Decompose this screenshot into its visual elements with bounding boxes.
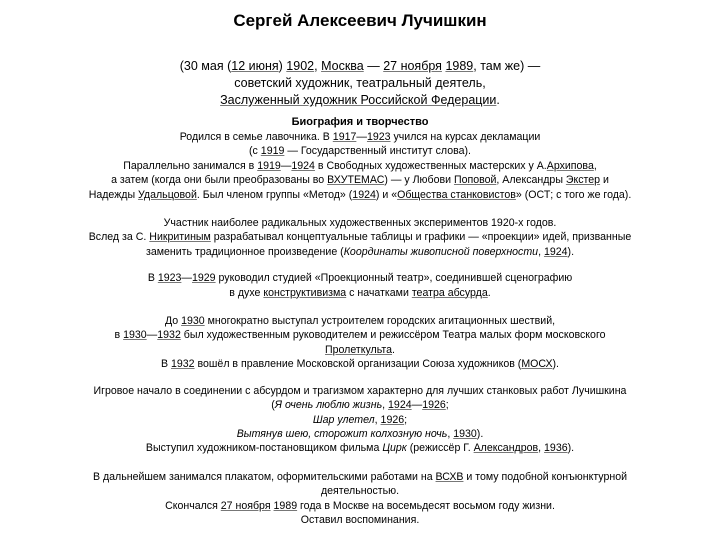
link-year-1919[interactable]: 1919 bbox=[257, 159, 281, 172]
text: » (ОСТ; с того же года). bbox=[515, 188, 632, 201]
text-line bbox=[15, 328, 705, 342]
text: (с bbox=[249, 145, 261, 158]
text-line bbox=[15, 173, 705, 187]
text: . bbox=[496, 93, 500, 107]
text-line bbox=[15, 470, 705, 484]
text-line bbox=[15, 441, 705, 455]
text: ; bbox=[404, 413, 408, 426]
text: , там же) — bbox=[473, 59, 541, 73]
link-aleksandrov[interactable]: Александров bbox=[473, 442, 539, 455]
link-year-1917[interactable]: 1917 bbox=[332, 131, 357, 143]
text: ) bbox=[278, 59, 287, 73]
link-year-1930[interactable]: 1930 bbox=[123, 329, 147, 342]
link-exter[interactable]: Экстер bbox=[565, 174, 601, 187]
link-udaltsova[interactable]: Удальцовой bbox=[138, 188, 197, 201]
text: В дальнейшем занимался плакатом, оформительскими работами на bbox=[92, 470, 436, 483]
link-year-1902[interactable]: 1902 bbox=[286, 59, 315, 73]
paragraph-works bbox=[15, 384, 705, 456]
section-heading: Биография и творчество bbox=[291, 116, 429, 128]
text: В bbox=[160, 358, 171, 371]
link-date-june-12[interactable]: 12 июня bbox=[231, 59, 279, 73]
paragraph-later-life bbox=[15, 470, 705, 528]
text-line bbox=[15, 343, 705, 357]
text: в bbox=[114, 329, 124, 342]
text: в Свободных художественных мастерских у А. bbox=[314, 159, 547, 172]
text: вошёл в правление Московской организации Союза художников ( bbox=[194, 358, 522, 371]
link-popova[interactable]: Поповой bbox=[453, 174, 497, 187]
text: — bbox=[181, 272, 192, 285]
link-ost[interactable]: Общества станковистов bbox=[397, 188, 516, 201]
lead-line-1 bbox=[60, 58, 660, 75]
link-nikritin[interactable]: Никритиным bbox=[149, 231, 211, 244]
text: — bbox=[363, 59, 384, 73]
link-year-1930[interactable]: 1930 bbox=[181, 315, 205, 328]
text-line bbox=[15, 427, 705, 441]
text: , bbox=[374, 413, 381, 426]
text: , Александры bbox=[496, 174, 566, 187]
text: ) и « bbox=[375, 188, 398, 201]
text: ; bbox=[445, 399, 449, 412]
text-line bbox=[15, 130, 705, 144]
link-moscow[interactable]: Москва bbox=[321, 59, 364, 73]
link-year-1932[interactable]: 1932 bbox=[171, 358, 195, 371]
text-line bbox=[15, 398, 705, 412]
link-year-1923[interactable]: 1923 bbox=[366, 131, 391, 143]
text-line bbox=[15, 499, 705, 513]
text-line bbox=[15, 413, 705, 427]
text: а затем (когда они были преобразованы во bbox=[111, 174, 328, 187]
text: , bbox=[538, 245, 544, 258]
text: ) — у Любови bbox=[384, 174, 454, 187]
link-year-1936[interactable]: 1936 bbox=[544, 442, 568, 455]
text: Вслед за С. bbox=[88, 231, 150, 244]
artwork-title: Шар улетел bbox=[312, 413, 375, 426]
text-line bbox=[15, 159, 705, 173]
text: ). bbox=[567, 245, 575, 258]
link-year-1926[interactable]: 1926 bbox=[380, 413, 405, 426]
link-year-1929[interactable]: 1929 bbox=[192, 272, 216, 285]
text-line bbox=[15, 271, 705, 285]
text: — bbox=[411, 399, 423, 412]
text-line bbox=[15, 144, 705, 158]
link-mosh[interactable]: МОСХ bbox=[521, 358, 553, 371]
page-title: Сергей Алексеевич Лучишкин bbox=[233, 11, 487, 30]
text: Выступил художником-постановщиком фильма bbox=[145, 442, 383, 455]
paragraph-proletkult bbox=[15, 314, 705, 372]
text: В bbox=[147, 272, 158, 285]
text-line: деятельностью. bbox=[320, 485, 400, 498]
lead-paragraph bbox=[60, 58, 660, 109]
text: года в Москве на восемьдесят восьмом году жизни. bbox=[297, 499, 555, 512]
text: До bbox=[164, 315, 182, 328]
text: Надежды bbox=[88, 188, 139, 201]
text: многократно выступал устроителем городских агитационных шествий, bbox=[204, 315, 556, 328]
lead-line-2: советский художник, театральный деятель, bbox=[234, 76, 486, 90]
text: руководил студией «Проекционный театр», соединившей сценографию bbox=[215, 272, 573, 285]
text: и bbox=[600, 174, 609, 187]
text: ). bbox=[567, 442, 575, 455]
link-year-1924[interactable]: 1924 bbox=[352, 188, 376, 201]
text: — bbox=[356, 131, 367, 143]
link-year-1919[interactable]: 1919 bbox=[260, 145, 285, 158]
text: . bbox=[487, 286, 491, 299]
text: , bbox=[538, 442, 545, 455]
text-line: Игровое начало в соединении с абсурдом и трагизмом характерно для лучших станковых работ Лучишкина bbox=[93, 384, 627, 397]
text: Родился в семье лавочника. В bbox=[179, 131, 333, 143]
link-year-1924[interactable]: 1924 bbox=[543, 245, 568, 258]
artwork-title: Я очень люблю жизнь bbox=[274, 399, 383, 412]
link-year-1926[interactable]: 1926 bbox=[422, 399, 446, 412]
text: , bbox=[314, 59, 322, 73]
link-year-1924[interactable]: 1924 bbox=[388, 399, 412, 412]
text: ). bbox=[552, 358, 559, 371]
text: (30 мая ( bbox=[179, 59, 232, 73]
link-theatre-absurd[interactable]: театра абсурда bbox=[411, 286, 488, 299]
link-vskhv[interactable]: ВСХВ bbox=[435, 470, 464, 483]
text-line: Участник наиболее радикальных художественных экспериментов 1920-х годов. bbox=[163, 217, 557, 230]
paragraph-biography bbox=[15, 130, 705, 202]
link-year-1923[interactable]: 1923 bbox=[157, 272, 182, 285]
link-year-1989[interactable]: 1989 bbox=[273, 499, 298, 512]
link-vkhutemas[interactable]: ВХУТЕМАС bbox=[327, 174, 385, 187]
text: ( bbox=[271, 399, 275, 412]
artwork-title: Координаты живописной поверхности bbox=[343, 245, 539, 258]
link-constructivism[interactable]: конструктивизма bbox=[263, 286, 347, 299]
text: (режиссёр Г. bbox=[406, 442, 474, 455]
text: ). bbox=[476, 427, 484, 440]
link-year-1932[interactable]: 1932 bbox=[157, 329, 181, 342]
link-honored-artist[interactable]: Заслуженный художник Российской Федерации bbox=[220, 93, 497, 107]
text-line bbox=[15, 230, 705, 244]
text: . Был членом группы «Метод» ( bbox=[196, 188, 353, 201]
film-title: Цирк bbox=[382, 442, 407, 455]
text: Параллельно занимался в bbox=[123, 159, 258, 172]
text-line bbox=[15, 188, 705, 202]
link-arkhipov[interactable]: Архипова bbox=[546, 159, 594, 172]
text: разрабатывал концептуальные таблицы и графики — «проекции» идей, призванные bbox=[210, 231, 632, 244]
paragraph-experiments bbox=[15, 216, 705, 259]
text-line bbox=[15, 245, 705, 259]
text: учился на курсах декламации bbox=[390, 131, 541, 143]
text: в духе bbox=[229, 286, 264, 299]
link-year-1930[interactable]: 1930 bbox=[453, 427, 477, 440]
text: Скончался bbox=[165, 499, 221, 512]
text: с начатками bbox=[346, 286, 412, 299]
text-line bbox=[15, 286, 705, 300]
text: был художественным руководителем и режиссёром Театра малых форм московского bbox=[180, 329, 606, 342]
link-date-nov-27[interactable]: 27 ноября bbox=[383, 59, 442, 73]
text: , bbox=[593, 159, 597, 172]
artwork-title: Вытянув шею, сторожит колхозную ночь bbox=[236, 427, 448, 440]
text: . bbox=[392, 343, 395, 356]
link-year-1989[interactable]: 1989 bbox=[445, 59, 474, 73]
link-year-1924[interactable]: 1924 bbox=[291, 159, 315, 172]
text: заменить традиционное произведение ( bbox=[145, 245, 344, 258]
text: , bbox=[447, 427, 454, 440]
text: и тому подобной конъюнктурной bbox=[463, 470, 628, 483]
text: — bbox=[146, 329, 158, 342]
text: , bbox=[382, 399, 389, 412]
link-proletkult[interactable]: Пролеткульта bbox=[324, 343, 393, 356]
text: — Государственный институт слова). bbox=[284, 145, 471, 158]
link-date-nov-27[interactable]: 27 ноября bbox=[220, 499, 271, 512]
lead-line-3 bbox=[60, 92, 660, 109]
text-line bbox=[15, 314, 705, 328]
text: — bbox=[280, 159, 292, 172]
text-line bbox=[15, 357, 705, 371]
text-line: Оставил воспоминания. bbox=[300, 513, 420, 526]
paragraph-theatre bbox=[15, 271, 705, 300]
